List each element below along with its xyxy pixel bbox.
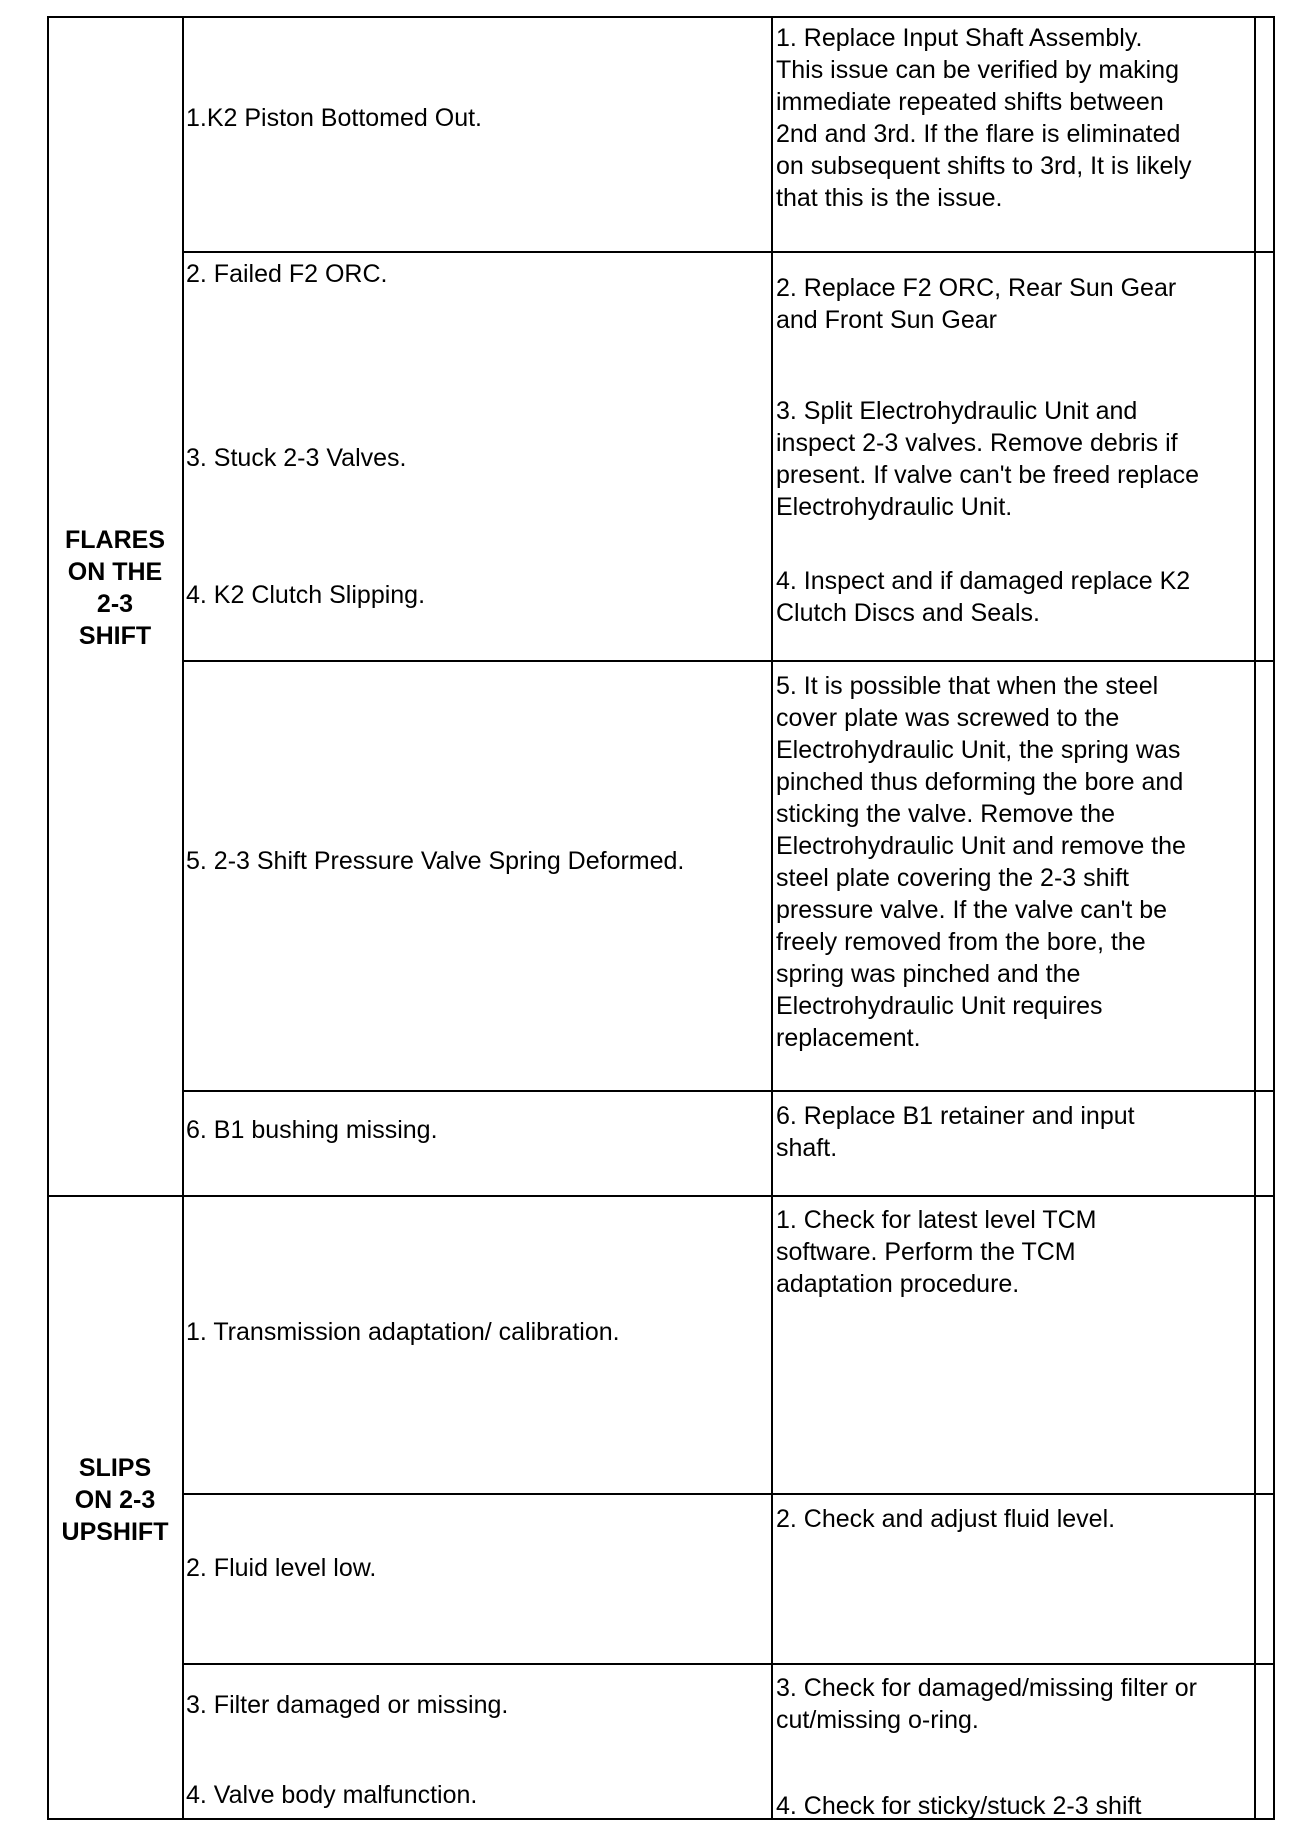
fix-cell: 1. Replace Input Shaft Assembly. This issue can be verified by making immediate repeated shifts between 2nd and 3rd. If the flare is eliminated on subsequent shifts to 3rd, It is likely that this is the issue.: [776, 24, 1192, 212]
cause-cell: 2. Fluid level low.: [186, 1554, 377, 1582]
cause-cell: 4. K2 Clutch Slipping.: [186, 581, 426, 609]
cause-cell: 4. Valve body malfunction.: [186, 1781, 478, 1809]
table-border-right: [1273, 16, 1275, 1820]
cause-cell: 6. B1 bushing missing.: [186, 1116, 438, 1144]
row-divider: [182, 1090, 1275, 1092]
fix-cell: 6. Replace B1 retainer and input shaft.: [776, 1102, 1135, 1162]
column-divider-2: [771, 16, 773, 1820]
row-divider: [182, 1493, 1275, 1495]
cause-cell: 2. Failed F2 ORC.: [186, 260, 388, 288]
cause-cell: 1. Transmission adaptation/ calibration.: [186, 1318, 620, 1346]
cause-cell: 3. Stuck 2-3 Valves.: [186, 444, 407, 472]
fix-cell: 1. Check for latest level TCM software. Perform the TCM adaptation procedure.: [776, 1206, 1097, 1298]
fix-cell: 5. It is possible that when the steel cover plate was screwed to the Electrohydraulic Unit, the spring was pinched thus deforming the bore and sticking the valve. Remove the Electrohydraulic Unit and remove the steel plate covering the 2-3 shift pressure valve. If the valve can't be freely removed from the bore, the spring was pinched and the Electrohydraulic Unit requires replacement.: [776, 672, 1186, 1052]
cause-cell: 3. Filter damaged or missing.: [186, 1691, 509, 1719]
fix-cell: 3. Split Electrohydraulic Unit and inspect 2-3 valves. Remove debris if present. If valve can't be freed replace Electrohydraulic Unit.: [776, 397, 1200, 521]
condition-label: FLARES ON THE 2-3 SHIFT: [65, 526, 165, 650]
fix-cell: 2. Replace F2 ORC, Rear Sun Gear and Front Sun Gear: [776, 274, 1177, 334]
table-border-left: [47, 16, 49, 1820]
row-divider: [182, 251, 1275, 253]
table-border-top: [47, 16, 1275, 18]
cause-cell: 1.K2 Piston Bottomed Out.: [186, 104, 482, 132]
fix-cell: 4. Check for sticky/stuck 2-3 shift: [776, 1792, 1142, 1820]
condition-label: SLIPS ON 2-3 UPSHIFT: [61, 1454, 169, 1546]
fix-cell: 4. Inspect and if damaged replace K2 Clutch Discs and Seals.: [776, 567, 1191, 627]
row-divider: [182, 1663, 1275, 1665]
fix-cell: 2. Check and adjust fluid level.: [776, 1505, 1116, 1533]
fix-cell: 3. Check for damaged/missing filter or cut/missing o-ring.: [776, 1674, 1198, 1734]
column-divider-1: [182, 16, 184, 1820]
row-divider: [182, 660, 1275, 662]
section-divider: [47, 1195, 1275, 1197]
cause-cell: 5. 2-3 Shift Pressure Valve Spring Deformed.: [186, 847, 685, 875]
